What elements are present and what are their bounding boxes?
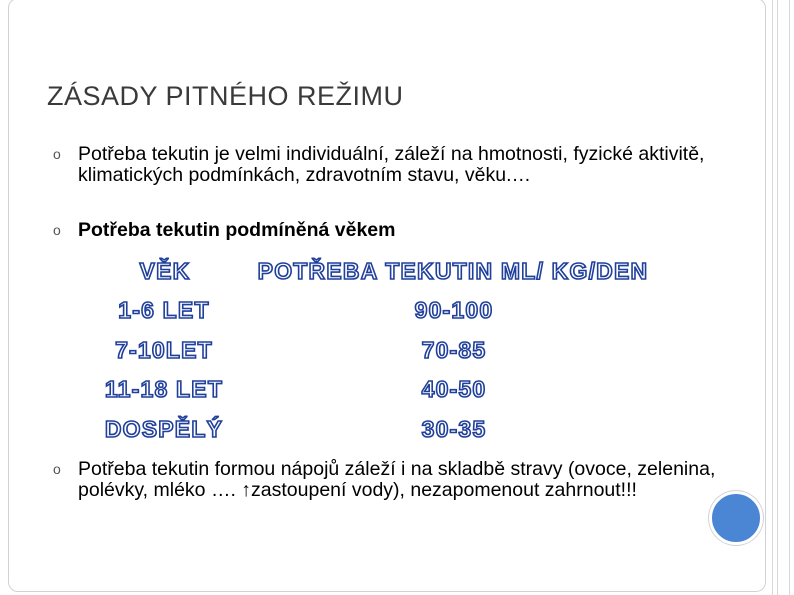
decor-line <box>772 0 773 595</box>
table-cell-age: DOSPĚLÝ <box>104 416 224 442</box>
table-cell-need: 90-100 <box>414 297 494 323</box>
bullet-item <box>53 143 718 186</box>
decor-line <box>777 0 778 595</box>
bullet-text: Potřeba tekutin je velmi individuální, záleží na hmotnosti, fyzické aktivitě, klimatických podmínkách, zdravotním stavu, věku.… <box>78 143 705 186</box>
bullet-text: Potřeba tekutin formou nápojů záleží i na skladbě stravy (ovoce, zelenina, polévky, mléko …. ↑zastoupení vody), nezapomenout zahrnout!!! <box>78 458 716 501</box>
bullet-item <box>53 458 718 501</box>
table-cell-need: 70-85 <box>421 337 487 363</box>
table-cell-age: 7-10LET <box>115 337 213 363</box>
bullet-marker: o <box>53 222 61 238</box>
table-cell-need: 30-35 <box>421 416 487 442</box>
table-cell-age: 1-6 LET <box>118 297 210 323</box>
bullet-marker: o <box>53 461 61 477</box>
decorative-circle <box>709 491 763 545</box>
table-header-need: POTŘEBA TEKUTIN ML/ KG/DEN <box>257 258 649 284</box>
decor-line <box>789 0 790 595</box>
bullet-text: Potřeba tekutin podmíněná věkem <box>78 219 396 241</box>
bullet-marker: o <box>53 146 61 162</box>
table-cell-age: 11-18 LET <box>104 376 224 402</box>
bullet-item <box>53 219 718 241</box>
table-header-age: VĚK <box>139 258 191 284</box>
slide-title: ZÁSADY PITNÉHO REŽIMU <box>47 81 404 111</box>
table-cell-need: 40-50 <box>421 376 487 402</box>
